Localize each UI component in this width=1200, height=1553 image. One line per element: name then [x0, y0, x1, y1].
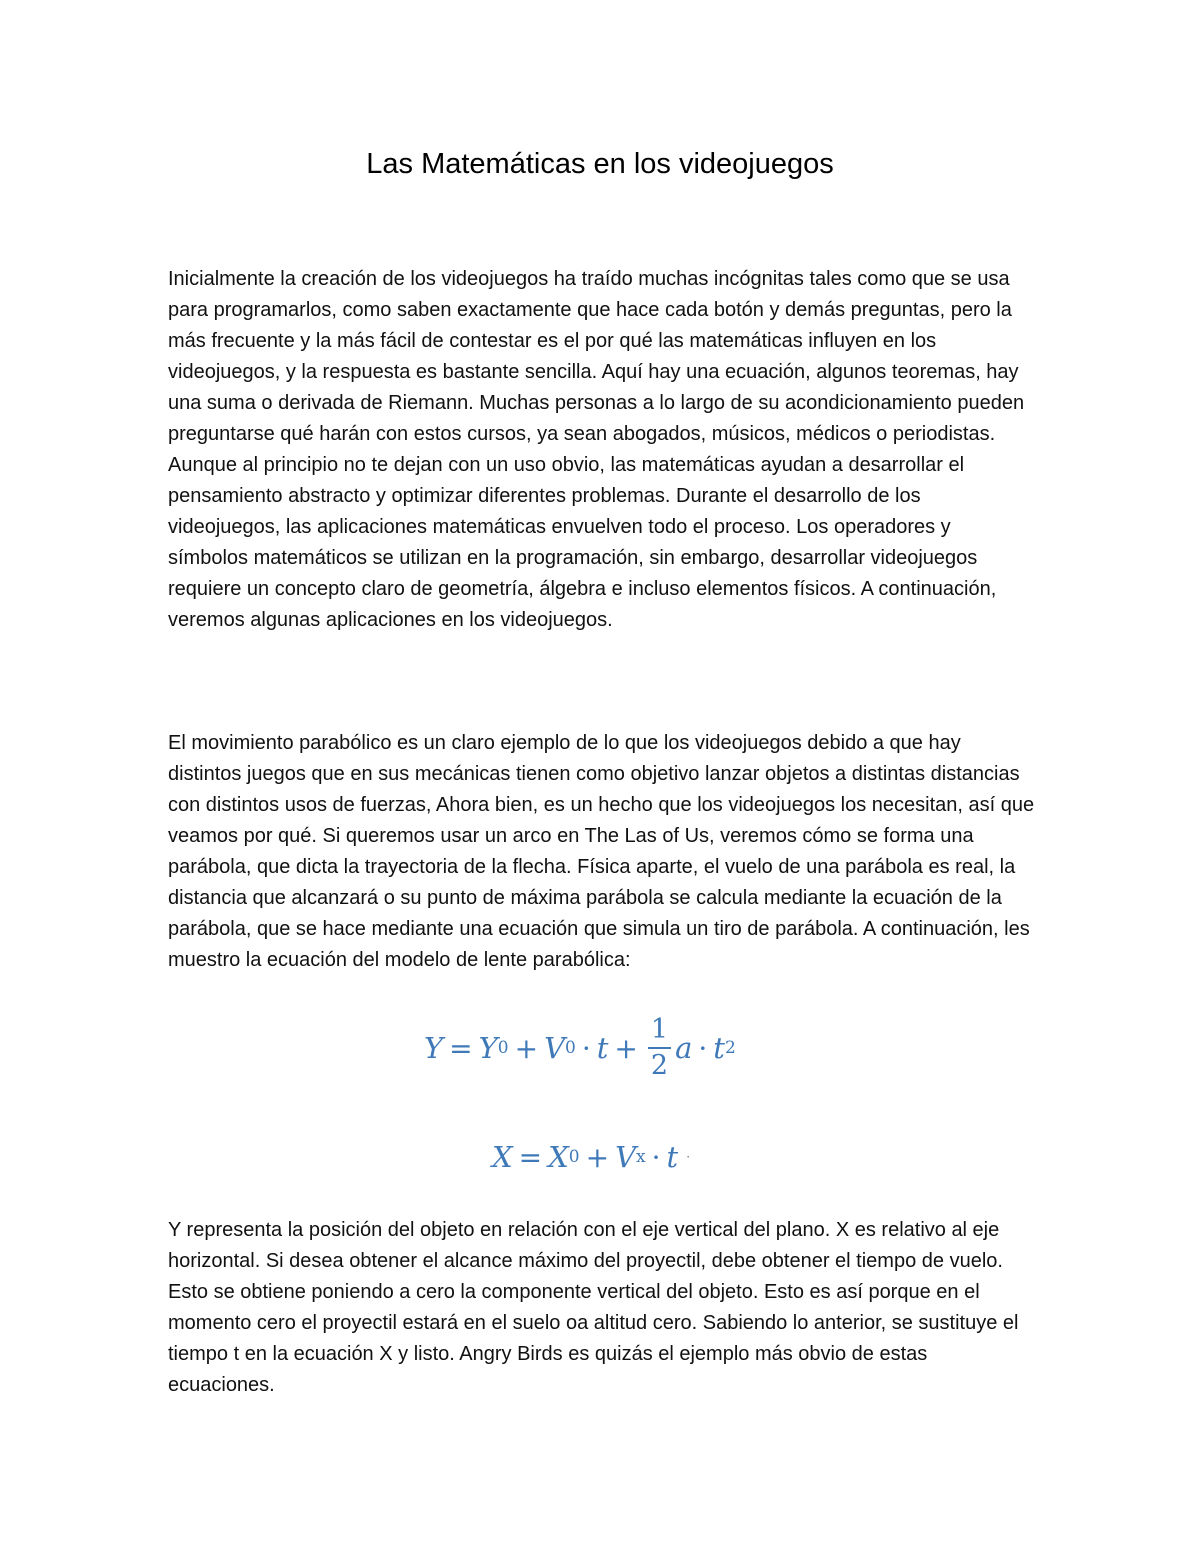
- eq-y-y0: Y: [478, 1031, 498, 1065]
- eq-y-fraction-denominator: 2: [650, 1050, 669, 1081]
- eq-y-t: t: [596, 1031, 609, 1065]
- eq-x-t: t: [666, 1140, 679, 1174]
- equation-horizontal-position: [492, 1132, 690, 1182]
- paragraph-explanation: Y representa la posición del objeto en relación con el eje vertical del plano. X es relativo al eje horizontal. Si desea obtener el alcance máximo del proyectil, debe obtener el tiempo de vuelo. Esto se obtiene poniendo a cero la componente vertical del objeto. Esto es así porque en el momento cero el proyectil estará en el suelo oa altitud cero. Sabiendo lo anterior, se sustituye el tiempo t en la ecuación X y listo. Angry Birds es quizás el ejemplo más obvio de estas ecuaciones.: [168, 1219, 1019, 1396]
- eq-y-dot-1: ·: [581, 1031, 591, 1065]
- eq-y-t-exponent: 2: [724, 1038, 736, 1058]
- eq-y-equals: =: [449, 1031, 473, 1065]
- paragraph-intro: Inicialmente la creación de los videojuegos ha traído muchas incógnitas tales como que se usa para programarlos, como saben exactamente que hace cada botón y demás preguntas, pero la más frecuente y la más fácil de contestar es el por qué las matemáticas influyen en los videojuegos, y la respuesta es bastante sencilla. Aquí hay una ecuación, algunos teoremas, hay una suma o derivada de Riemann. Muchas personas a lo largo de su acondicionamiento pueden preguntarse qué harán con estos cursos, ya sean abogados, músicos, médicos o periodistas. Aunque al principio no te dejan con un uso obvio, las matemáticas ayudan a desarrollar el pensamiento abstracto y optimizar diferentes problemas. Durante el desarrollo de los videojuegos, las aplicaciones matemáticas envuelven todo el proceso. Los operadores y símbolos matemáticos se utilizan en la programación, sin embargo, desarrollar videojuegos requiere un concepto claro de geometría, álgebra e incluso elementos físicos. A continuación, veremos algunas aplicaciones en los videojuegos.: [168, 268, 1025, 631]
- eq-y-t-squared: t: [713, 1031, 725, 1065]
- eq-y-acceleration: a: [675, 1031, 693, 1065]
- eq-y-v0-subscript: 0: [565, 1038, 576, 1058]
- eq-y-plus-2: +: [614, 1031, 638, 1065]
- eq-y-fraction: [648, 1015, 671, 1081]
- eq-y-v0: V: [544, 1031, 566, 1065]
- eq-x-vx: V: [615, 1140, 637, 1174]
- eq-y-fraction-numerator: 1: [650, 1014, 669, 1045]
- eq-x-x0: X: [548, 1140, 569, 1174]
- eq-x-equals: =: [518, 1140, 543, 1174]
- eq-x-trailing-mark: ·: [686, 1150, 691, 1164]
- eq-y-plus-1: +: [514, 1031, 539, 1065]
- document-title: Las Matemáticas en los videojuegos: [366, 148, 834, 180]
- eq-x-x0-subscript: 0: [568, 1147, 580, 1167]
- eq-x-vx-subscript: x: [636, 1147, 646, 1167]
- eq-x-lhs: X: [492, 1140, 513, 1174]
- eq-y-y0-subscript: 0: [497, 1038, 509, 1058]
- eq-y-fraction-bar: [648, 1047, 671, 1049]
- eq-x-plus: +: [585, 1140, 610, 1174]
- eq-y-lhs: Y: [424, 1031, 444, 1065]
- eq-x-dot: ·: [651, 1140, 661, 1174]
- eq-y-dot-2: ·: [698, 1031, 708, 1065]
- paragraph-parabolic-motion: El movimiento parabólico es un claro ejemplo de lo que los videojuegos debido a que hay distintos juegos que en sus mecánicas tienen como objetivo lanzar objetos a distintas distancias con distintos usos de fuerzas, Ahora bien, es un hecho que los videojuegos los necesitan, así que veamos por qué. Si queremos usar un arco en The Las of Us, veremos cómo se forma una parábola, que dicta la trayectoria de la flecha. Física aparte, el vuelo de una parábola es real, la distancia que alcanzará o su punto de máxima parábola se calcula mediante la ecuación de la parábola, que se hace mediante una ecuación que simula un tiro de parábola. A continuación, les muestro la ecuación del modelo de lente parabólica:: [168, 732, 1035, 971]
- equation-vertical-position: [424, 1008, 736, 1088]
